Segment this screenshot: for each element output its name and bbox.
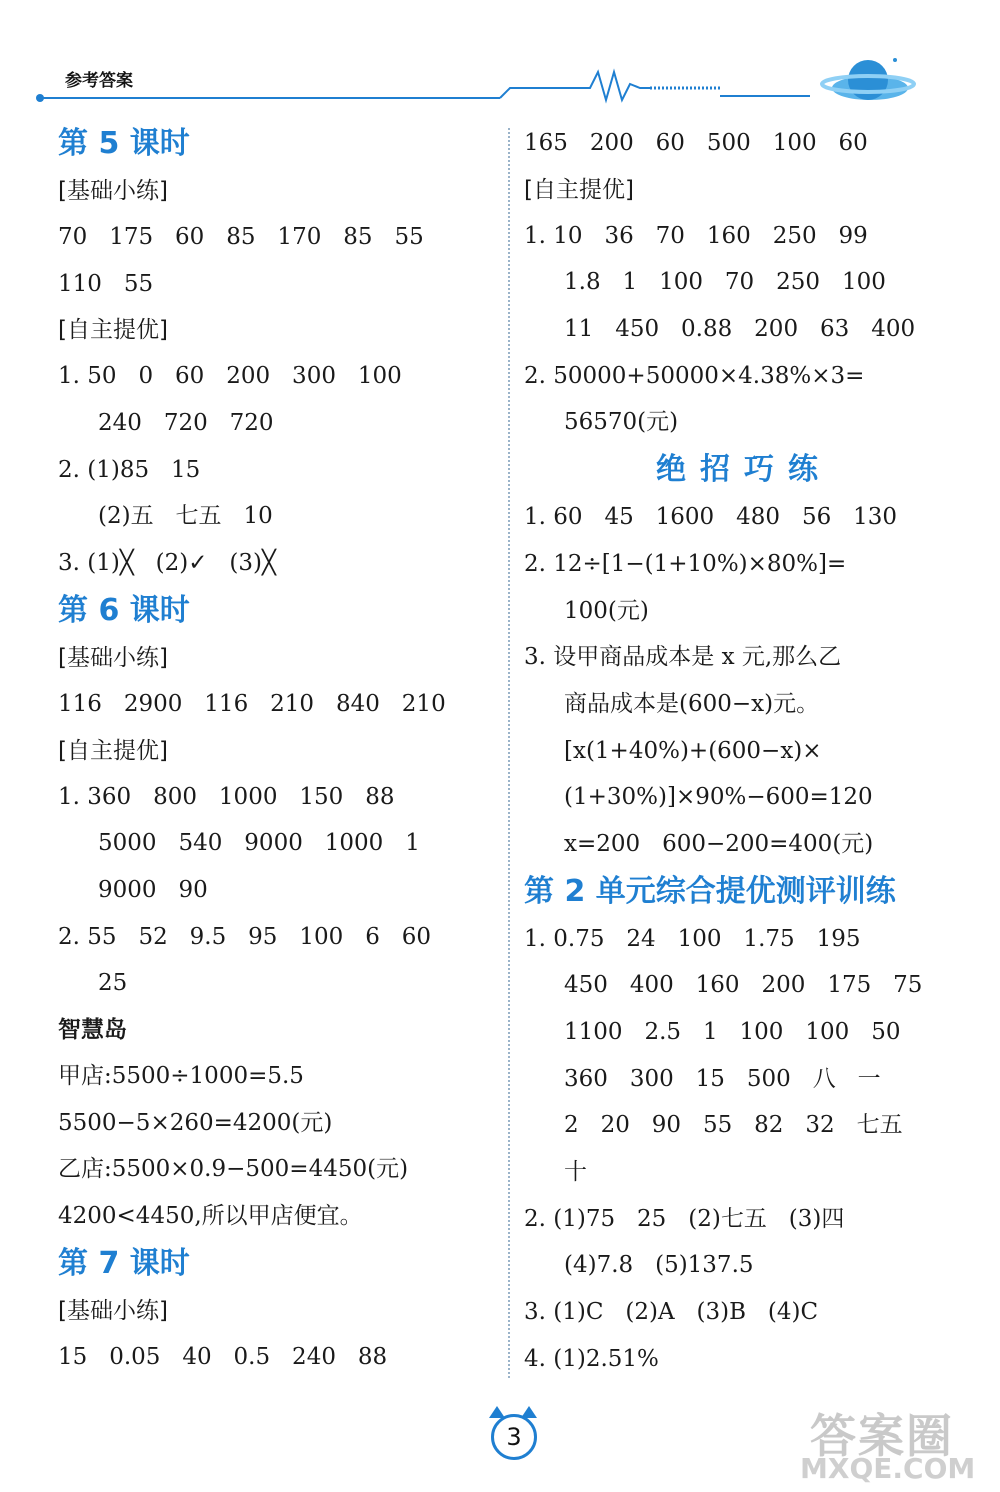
answer-line: 甲店:5500÷1000=5.5: [58, 1062, 304, 1089]
answer-line: 56570(元): [564, 409, 679, 436]
subsection-label: [自主提优]: [58, 737, 168, 764]
answer-line: 1. 50 0 60 200 300 100: [58, 363, 402, 390]
answer-line: 15 0.05 40 0.5 240 88: [58, 1343, 388, 1370]
answer-line: 4200<4450,所以甲店便宜。: [58, 1203, 363, 1229]
answer-line: (2)五 七五 10: [98, 503, 273, 530]
section-title: 第 7 课时: [58, 1245, 190, 1281]
subsection-label: [基础小练]: [58, 644, 168, 671]
subsection-label: [自主提优]: [524, 176, 634, 203]
answer-line: 2. 12÷[1−(1+10%)×80%]=: [524, 550, 847, 577]
answer-line: 1100 2.5 1 100 100 50: [564, 1019, 901, 1045]
header-label: 参考答案: [65, 71, 133, 91]
subsection-label: [自主提优]: [58, 317, 168, 344]
answer-line: 100(元): [564, 597, 649, 624]
answer-line: 25: [98, 970, 128, 997]
answer-line: 70 175 60 85 170 85 55: [58, 224, 424, 250]
answer-line: 1. 60 45 1600 480 56 130: [524, 504, 898, 531]
answer-line: 5500−5×260=4200(元): [58, 1109, 333, 1136]
answer-line: 乙店:5500×0.9−500=4450(元): [58, 1156, 409, 1183]
answer-line: 165 200 60 500 100 60: [524, 130, 868, 156]
watermark-logo: 答案圈: [810, 1409, 954, 1463]
section-title: 第 2 单元综合提优测评训练: [524, 873, 896, 909]
header-decoration: [0, 0, 1000, 120]
section-title: 绝招巧练: [656, 452, 832, 488]
answer-line: 240 720 720: [98, 410, 274, 437]
right-column: [524, 120, 964, 1383]
left-column: [58, 120, 498, 1380]
column-divider: [508, 128, 510, 1378]
answer-line: 4. (1)2.51%: [524, 1345, 659, 1372]
answer-line: 1. 0.75 24 100 1.75 195: [524, 925, 861, 952]
answer-line: 450 400 160 200 175 75: [564, 972, 923, 999]
answer-line: 2. 55 52 9.5 95 100 6 60: [58, 923, 432, 950]
answer-line: 商品成本是(600−x)元。: [564, 690, 820, 717]
answer-line: 9000 90: [98, 876, 208, 903]
wisdom-title: 智慧岛: [58, 1016, 127, 1043]
answer-line: 2. (1)85 15: [58, 456, 201, 483]
subsection-label: [基础小练]: [58, 1297, 168, 1324]
page-number: 3: [491, 1414, 537, 1460]
answer-line: 2. (1)75 25 (2)七五 (3)四: [524, 1205, 845, 1232]
answer-line: 3. 设甲商品成本是 x 元,那么乙: [524, 644, 842, 671]
answer-line: 116 2900 116 210 840 210: [58, 690, 446, 717]
answer-line: 360 300 15 500 八 一: [564, 1065, 881, 1092]
answer-line: 5000 540 9000 1000 1: [98, 830, 420, 857]
answer-line: (1+30%)]×90%−600=120: [564, 784, 873, 811]
answer-line: 1.8 1 100 70 250 100: [564, 269, 886, 296]
section-title: 第 6 课时: [58, 592, 190, 628]
answer-line: 110 55: [58, 270, 154, 297]
section-title: 第 5 课时: [58, 126, 190, 161]
answer-line: 11 450 0.88 200 63 400: [564, 316, 916, 343]
answer-line: 十: [564, 1159, 587, 1186]
subsection-label: [基础小练]: [58, 178, 168, 204]
answer-line: 2. 50000+50000×4.38%×3=: [524, 362, 865, 389]
answer-line: 1. 10 36 70 160 250 99: [524, 222, 868, 249]
answer-line: 3. (1)╳ (2)✓ (3)╳: [58, 550, 276, 577]
answer-line: 3. (1)C (2)A (3)B (4)C: [524, 1299, 819, 1326]
answer-line: x=200 600−200=400(元): [564, 830, 874, 857]
answer-line: 1. 360 800 1000 150 88: [58, 783, 395, 810]
answer-line: 2 20 90 55 82 32 七五: [564, 1112, 903, 1139]
answer-line: [x(1+40%)+(600−x)×: [564, 737, 822, 764]
answer-line: (4)7.8 (5)137.5: [564, 1252, 754, 1279]
watermark-url: MXQE.COM: [800, 1452, 976, 1485]
